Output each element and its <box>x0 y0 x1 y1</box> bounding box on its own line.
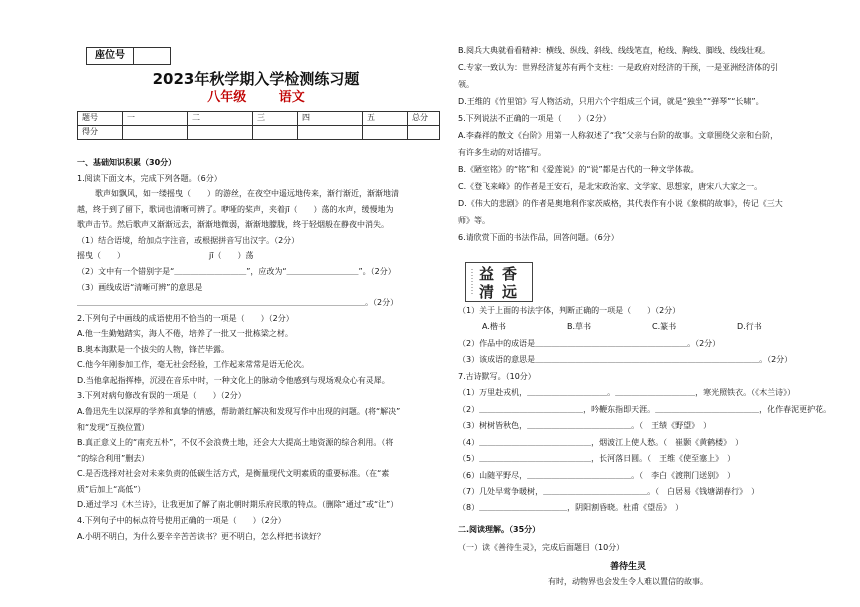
option-line: 师》等。 <box>458 216 490 225</box>
option-line: 有许多生动的对话描写。 <box>458 148 546 157</box>
q6-option[interactable]: A.楷书 <box>482 322 506 331</box>
score-input-cell[interactable] <box>253 126 298 140</box>
calligraphy-char: 远 <box>502 283 518 301</box>
passage-line: 越，终于到了留下，歌词也清晰可辨了。咿哑的桨声，夹着jī（ ）荡的水声，缓慢地为 <box>77 205 394 214</box>
option-line: D.通过学习《木兰诗》，让我更加了解了南北朝时期乐府民歌的特点。（删除“通过”或“让”） <box>77 500 399 509</box>
question-line: （1）关于上面的书法字体，判断正确的一项是（ ）（2分） <box>458 306 681 315</box>
question-line: 3.下列对病句修改有误的一项是（ ）（2分） <box>77 391 246 400</box>
option-line: D.《伟大的悲剧》的作者是奥地利作家茨威格，其代表作有小说《象棋的故事》，传记《三大 <box>458 199 783 208</box>
q6-options <box>482 322 860 333</box>
option-line: A.鲁迅先生以深厚的学养和真挚的情感，帮助萧红解决和发现写作中出现的问题。(将“解决” <box>77 407 401 416</box>
poem-line[interactable]: （7）几处早莺争暖树，＿＿＿＿＿＿＿＿＿＿＿＿＿。（ 白居易《钱塘湖春行》 ） <box>458 487 760 496</box>
answer-line[interactable]: ＿＿＿＿＿＿＿＿＿＿＿＿＿＿＿＿＿＿＿＿＿＿＿＿＿＿＿＿＿＿＿＿＿＿＿＿。（2分） <box>77 298 399 307</box>
score-cell: 总分 <box>408 112 440 126</box>
question-line: 5.下列说法不正确的一项是（ ）（2分） <box>458 114 611 123</box>
option-line: 和“发现”互换位置） <box>77 423 150 432</box>
score-input-cell[interactable] <box>363 126 408 140</box>
q6-option[interactable]: B.草书 <box>567 322 592 331</box>
score-input-cell[interactable] <box>123 126 188 140</box>
poem-line[interactable]: （5）＿＿＿＿＿＿＿＿＿＿＿＿＿＿，长河落日圆。（ 王维《使至塞上》 ） <box>458 454 736 463</box>
question-line: 7.古诗默写。（10分） <box>458 372 536 381</box>
subject-label: 语文 <box>278 90 305 105</box>
score-cell: 二 <box>188 112 253 126</box>
answer-line[interactable]: （3）该成语的意思是＿＿＿＿＿＿＿＿＿＿＿＿＿＿＿＿＿＿＿＿＿＿＿＿＿＿＿＿。（2分） <box>458 355 793 364</box>
calligraphy-char: 香 <box>502 265 518 283</box>
option-line: B.真正意义上的“南充五朴”，不仅不会浪费土地，还会大大提高土地资源的综合利用。（将 <box>77 438 394 447</box>
score-cell: 四 <box>298 112 363 126</box>
poem-line[interactable]: （4）＿＿＿＿＿＿＿＿＿＿＿＿＿＿，烟波江上使人愁。（ 崔颢《黄鹤楼》 ） <box>458 438 744 447</box>
poem-line[interactable]: （3）树树皆秋色，＿＿＿＿＿＿＿＿＿＿＿＿＿。（ 王绩《野望》 ） <box>458 421 712 430</box>
option-line: B.《陋室铭》的“铭”和《爱莲说》的“说”都是古代的一种文学体裁。 <box>458 165 699 174</box>
calligraphy-char: 清 <box>479 283 495 301</box>
option-line: A.他一生勤勉踏实，海人不倦，培养了一批又一批栋梁之材。 <box>77 329 293 338</box>
passage-line: 歌声如飘风，如一缕摇曳（ ）的游丝，在夜空中遥远地传来，渐行渐近，渐渐地清 <box>95 189 399 198</box>
poem-line[interactable]: （6）山随平野尽，＿＿＿＿＿＿＿＿＿＿＿＿＿。（ 李白《渡荆门送别》 ） <box>458 471 736 480</box>
option-line: C.他今年刚参加工作，毫无社会经验，工作起来常常是语无伦次。 <box>77 360 310 369</box>
question-line: （3）画线成语“清晰可辨”的意思是 <box>77 283 203 292</box>
calligraphy-image <box>466 263 532 301</box>
option-line: 质”后加上“高低”） <box>77 485 146 494</box>
score-table-header-row <box>78 112 440 126</box>
question-line: 4.下列句子中的标点符号使用正确的一项是（ ）（2分） <box>77 516 286 525</box>
score-table-score-row <box>78 126 440 140</box>
section-heading: 一、基础知识积累（30分） <box>77 158 177 167</box>
score-cell: 题号 <box>78 112 123 126</box>
score-cell: 五 <box>363 112 408 126</box>
q6-option[interactable]: C.篆书 <box>652 322 677 331</box>
option-line: C.专家一致认为：世界经济复苏有两个支柱：一是政府对经济的干预，一是亚洲经济体的引 <box>458 63 779 72</box>
exam-title: 2023年秋学期入学检测练习题 <box>152 70 360 88</box>
passage-first-line: 有时，动物界也会发生令人难以置信的故事。 <box>548 577 708 586</box>
exam-subtitle <box>86 89 426 107</box>
section-heading: 二.阅读理解。（35分） <box>458 525 541 534</box>
poem-line[interactable]: （2）＿＿＿＿＿＿＿＿＿＿＿＿＿，吟鞭东指即天涯。＿＿＿＿＿＿＿＿＿＿＿＿＿，化作春泥更护花。 <box>458 405 832 414</box>
answer-line[interactable]: 摇曳（ ） jī（ ）荡 <box>77 251 254 260</box>
poem-line[interactable]: （8）＿＿＿＿＿＿＿＿＿＿＿，阴阳割昏晓。杜甫《望岳》 ） <box>458 503 684 512</box>
q6-option[interactable]: D.行书 <box>737 322 762 331</box>
question-line: 6.请欣赏下面的书法作品，回答问题。（6分） <box>458 233 619 242</box>
option-line: B.阅兵大典就看看精神：横线、纵线、斜线、线线笔直，枪线、胸线、脚线、线线壮观。 <box>458 46 771 55</box>
passage-title: 善待生灵 <box>609 562 646 572</box>
option-line: “的综合利用”删去） <box>77 454 150 463</box>
grade-label: 八年级 <box>207 90 247 105</box>
score-cell: 一 <box>123 112 188 126</box>
seat-number-label: 座位号 <box>87 48 134 64</box>
calligraphy-artwork <box>465 262 533 302</box>
answer-line[interactable]: （2）作品中的成语是＿＿＿＿＿＿＿＿＿＿＿＿＿＿＿＿＿＿＿。（2分） <box>458 339 721 348</box>
calligraphy-char: 益 <box>479 265 495 283</box>
passage-line: 歌声击节。然后歌声又渐渐远去，渐渐地微弱，渐渐地朦胧，终于轻烟般在静夜中消失。 <box>77 220 389 229</box>
seat-number-field[interactable] <box>134 48 170 64</box>
score-cell: 三 <box>253 112 298 126</box>
question-line: （一）读《善待生灵》，完成后面题目（10分） <box>458 543 625 552</box>
question-line: 1.阅读下面文本，完成下列各题。（6分） <box>77 174 222 183</box>
option-line: B.奥本海默是一个拔尖的人物，锋芒毕露。 <box>77 345 230 354</box>
score-input-cell[interactable] <box>188 126 253 140</box>
seat-number-box <box>86 47 171 65</box>
answer-line[interactable]: （2）文中有一个错别字是“＿＿＿＿＿＿＿＿＿”，应改为“＿＿＿＿＿＿＿＿＿”。（2分） <box>77 267 396 276</box>
option-line: D.王维的《竹里馆》写人物活动，只用六个字组成三个词，就是“独坐”“弹琴”“长啸”。 <box>458 97 764 106</box>
poem-line[interactable]: （1）万里赴戎机，＿＿＿＿＿＿＿＿＿＿。＿＿＿＿＿＿＿＿＿＿，寒光照铁衣。（《木兰诗》） <box>458 388 796 397</box>
option-line: D.当他拿起指挥棒，沉浸在音乐中时，一种文化上的脉动令他感到与现场观众心有灵犀。 <box>77 376 390 385</box>
question-line: （1）结合语境，给加点字注音，或根据拼音写出汉字。（2分） <box>77 236 300 245</box>
option-line: C.是否选择对社会对未来负责的低碳生活方式，是衡量现代文明素质的重要标准。（在“素 <box>77 469 390 478</box>
option-line: A.小明不明白，为什么要辛辛苦苦读书？更不明白，怎么样把书读好？ <box>77 532 325 541</box>
score-row-label: 得分 <box>78 126 123 140</box>
option-line: C.《登飞来峰》的作者是王安石，是北宋政治家、文学家、思想家，唐宋八大家之一。 <box>458 182 763 191</box>
score-input-cell[interactable] <box>408 126 440 140</box>
score-input-cell[interactable] <box>298 126 363 140</box>
option-line: A.李森祥的散文《台阶》用第一人称叙述了“我”父亲与台阶的故事。文章围绕父亲和台阶， <box>458 131 779 140</box>
option-line: 领。 <box>458 80 474 89</box>
question-line: 2.下列句子中画线的成语使用不恰当的一项是（ ）（2分） <box>77 314 294 323</box>
score-table <box>77 111 440 140</box>
